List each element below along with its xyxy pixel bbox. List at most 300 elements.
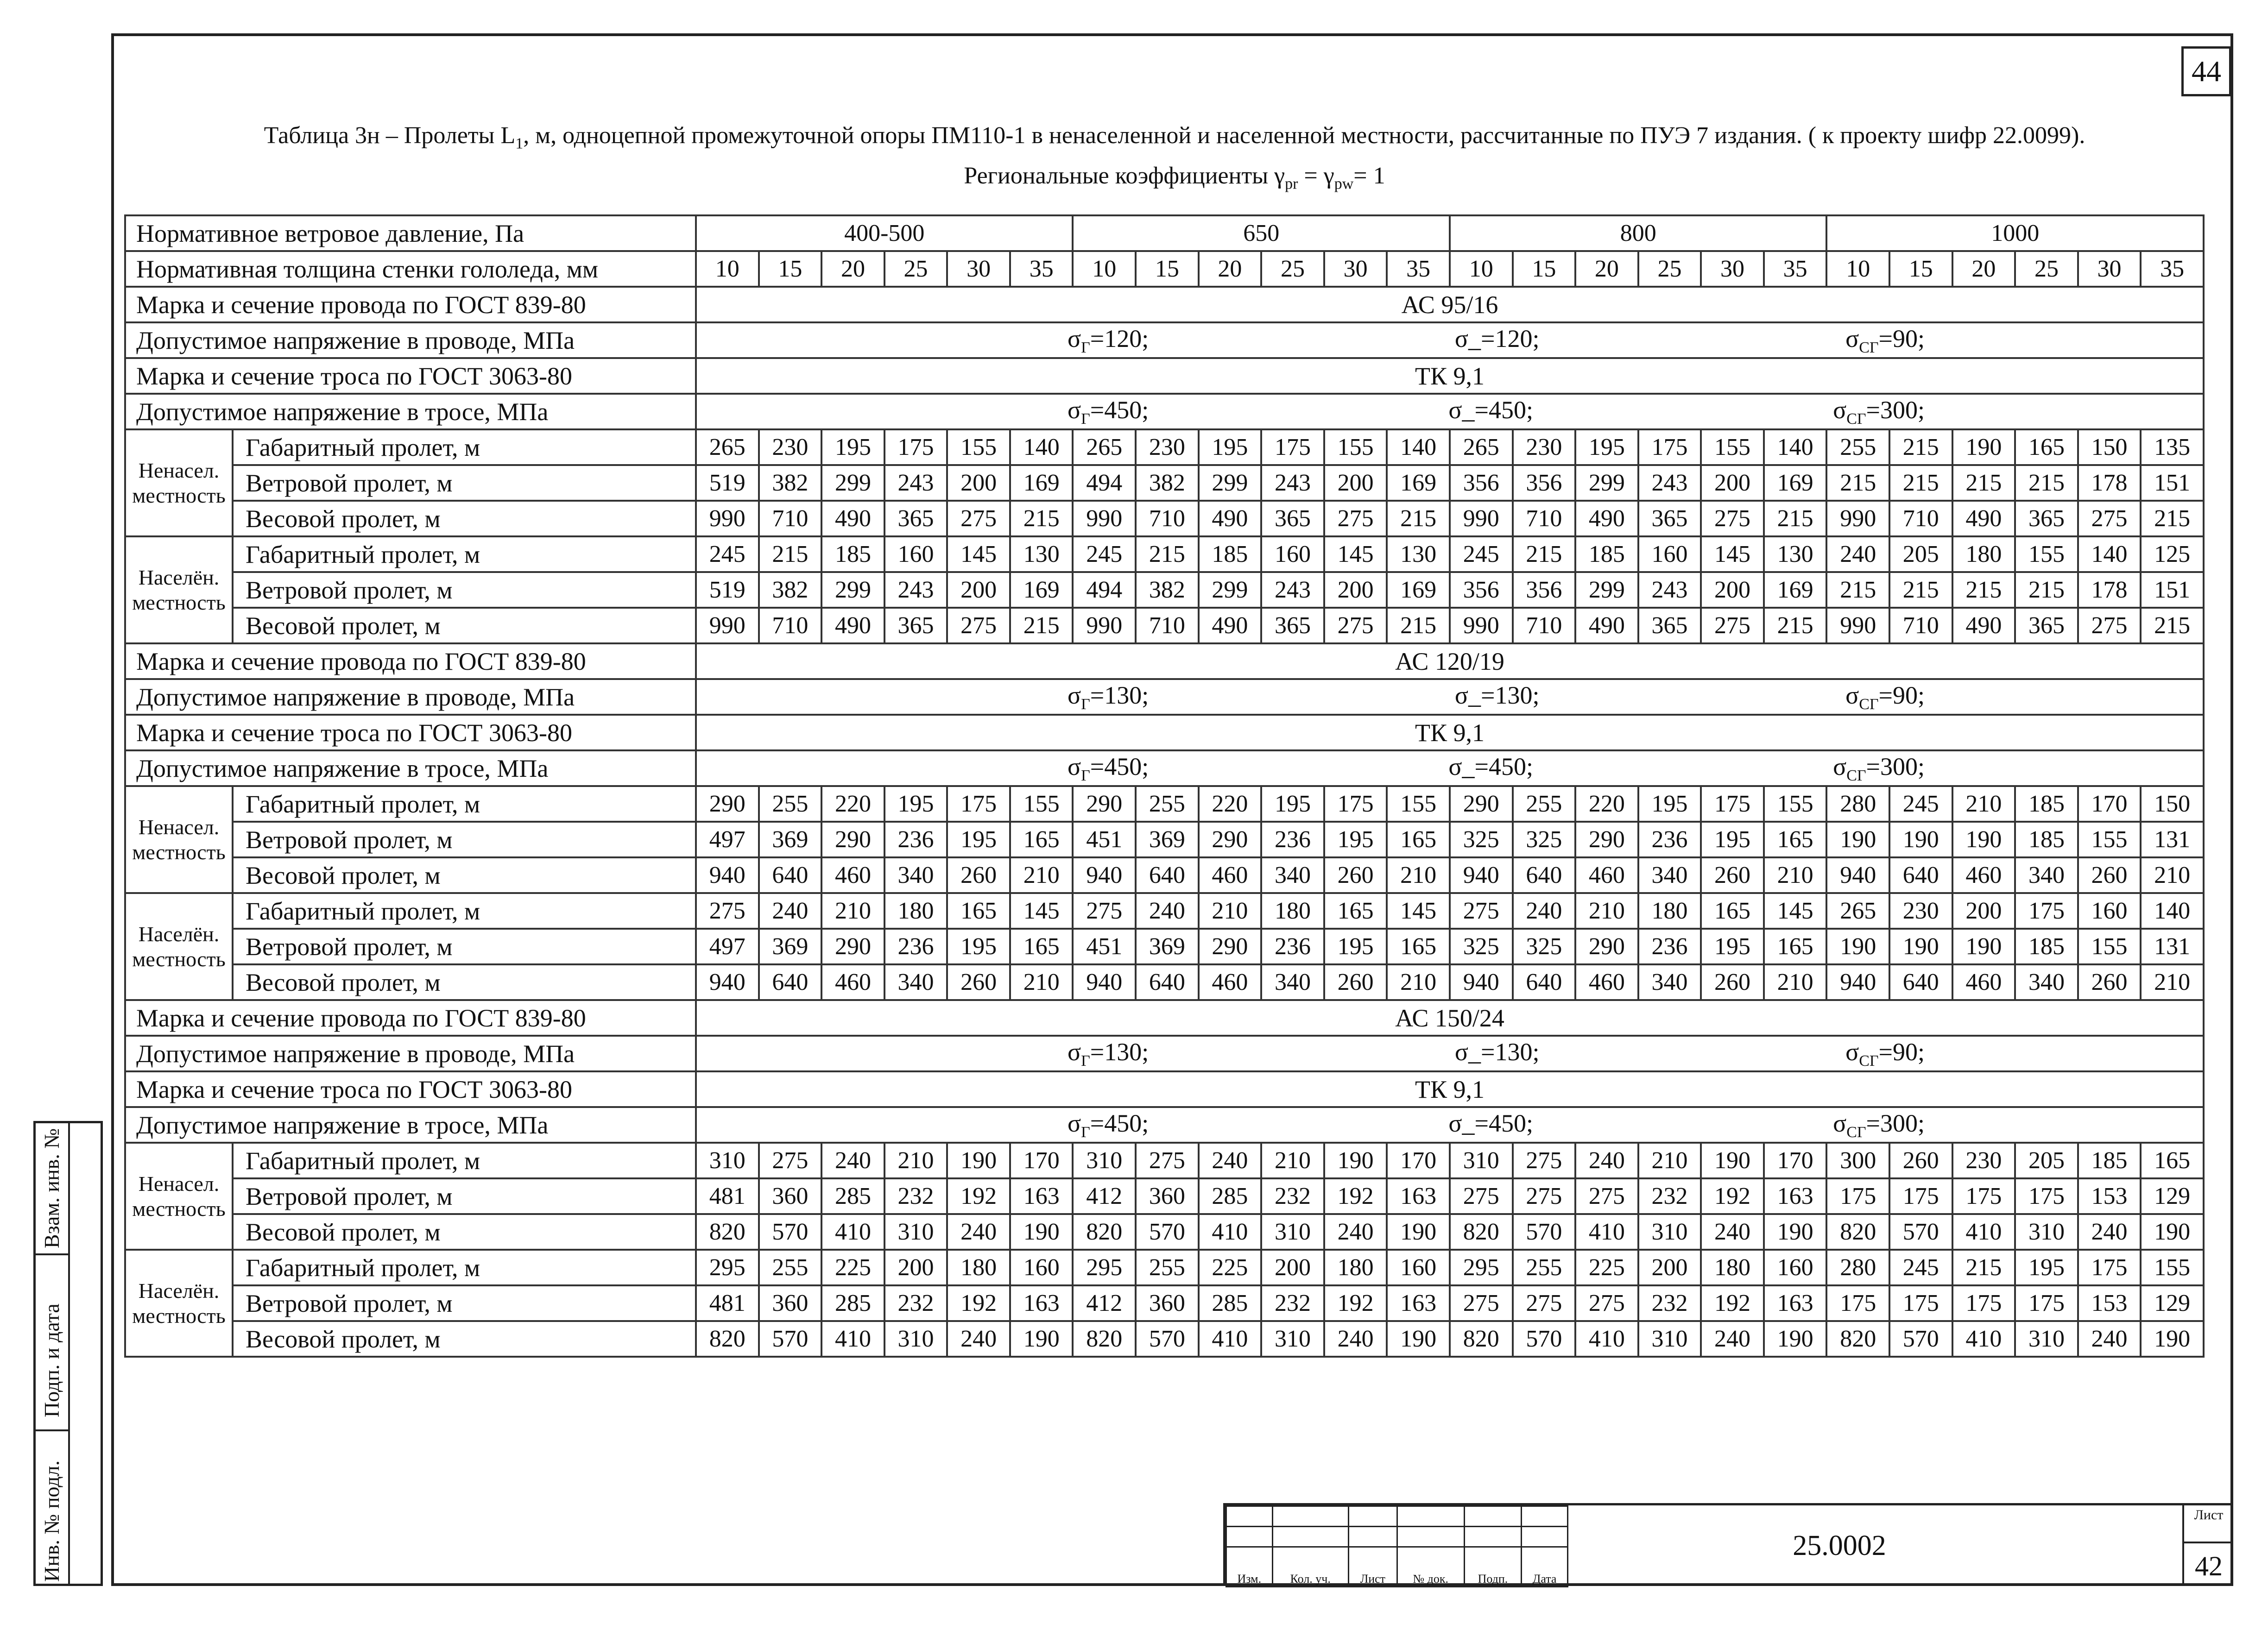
sheet-label: Лист bbox=[2194, 1507, 2224, 1523]
span-value: 451 bbox=[1073, 822, 1136, 857]
span-value: 497 bbox=[696, 929, 759, 964]
span-row bbox=[125, 1321, 2204, 1357]
stress-subscript: Г bbox=[1081, 410, 1090, 428]
span-value: 275 bbox=[947, 501, 1010, 536]
span-value: 175 bbox=[1889, 1285, 1952, 1321]
ice-thickness-value: 20 bbox=[1199, 251, 1262, 287]
wire-stress-label: Допустимое напряжение в проводе, МПа bbox=[125, 322, 696, 358]
span-value: 260 bbox=[1324, 857, 1387, 893]
stress-value: σ_=450; bbox=[1448, 396, 1533, 424]
span-value: 225 bbox=[1575, 1250, 1638, 1285]
wind-pressure-value: 650 bbox=[1073, 215, 1449, 251]
span-value: 365 bbox=[2015, 608, 2078, 643]
span-value: 140 bbox=[1010, 429, 1073, 465]
span-value: 275 bbox=[1513, 1178, 1576, 1214]
span-value: 210 bbox=[884, 1143, 948, 1178]
span-value: 940 bbox=[1826, 964, 1889, 1000]
rope-stress-line bbox=[697, 396, 2203, 428]
span-value: 356 bbox=[1513, 465, 1576, 501]
span-type-label: Габаритный пролет, м bbox=[233, 429, 696, 465]
span-value: 310 bbox=[1261, 1321, 1324, 1357]
span-value: 340 bbox=[1638, 857, 1701, 893]
span-value: 255 bbox=[1513, 786, 1576, 822]
span-value: 285 bbox=[821, 1285, 884, 1321]
span-row bbox=[125, 786, 2204, 822]
span-value: 155 bbox=[1701, 429, 1764, 465]
span-value: 185 bbox=[1575, 536, 1638, 572]
span-row bbox=[125, 501, 2204, 536]
span-value: 290 bbox=[1199, 822, 1262, 857]
span-row bbox=[125, 429, 2204, 465]
span-value: 240 bbox=[2078, 1321, 2141, 1357]
span-value: 820 bbox=[1073, 1321, 1136, 1357]
span-value: 310 bbox=[884, 1321, 948, 1357]
span-value: 990 bbox=[1826, 608, 1889, 643]
span-value: 232 bbox=[884, 1285, 948, 1321]
span-value: 163 bbox=[1764, 1285, 1827, 1321]
span-value: 155 bbox=[1764, 786, 1827, 822]
span-value: 169 bbox=[1010, 465, 1073, 501]
span-value: 190 bbox=[1889, 929, 1952, 964]
span-value: 310 bbox=[2015, 1214, 2078, 1250]
span-value: 490 bbox=[1952, 501, 2015, 536]
span-value: 192 bbox=[947, 1285, 1010, 1321]
wind-pressure-value: 1000 bbox=[1826, 215, 2204, 251]
span-value: 240 bbox=[1826, 536, 1889, 572]
span-row bbox=[125, 1250, 2204, 1285]
wire-brand-label: Марка и сечение провода по ГОСТ 839-80 bbox=[125, 643, 696, 679]
span-value: 210 bbox=[1764, 857, 1827, 893]
span-value: 285 bbox=[821, 1178, 884, 1214]
rope-brand-label: Марка и сечение троса по ГОСТ 3063-80 bbox=[125, 715, 696, 750]
span-value: 255 bbox=[759, 786, 822, 822]
span-value: 175 bbox=[1826, 1285, 1889, 1321]
span-value: 295 bbox=[1073, 1250, 1136, 1285]
span-value: 210 bbox=[821, 893, 884, 929]
span-value: 151 bbox=[2141, 572, 2204, 608]
span-value: 710 bbox=[1513, 608, 1576, 643]
stress-subscript: Г bbox=[1081, 767, 1090, 784]
span-value: 145 bbox=[1701, 536, 1764, 572]
stress-value: σ_=130; bbox=[1454, 681, 1540, 709]
span-value: 236 bbox=[1261, 929, 1324, 964]
span-value: 195 bbox=[947, 822, 1010, 857]
span-value: 240 bbox=[2078, 1214, 2141, 1250]
span-value: 195 bbox=[821, 429, 884, 465]
span-value: 190 bbox=[1826, 929, 1889, 964]
span-type-label: Габаритный пролет, м bbox=[233, 893, 696, 929]
span-value: 365 bbox=[1261, 608, 1324, 643]
span-value: 820 bbox=[1826, 1321, 1889, 1357]
span-row bbox=[125, 1178, 2204, 1214]
span-value: 236 bbox=[884, 822, 948, 857]
span-value: 155 bbox=[1387, 786, 1450, 822]
span-value: 215 bbox=[1889, 572, 1952, 608]
span-value: 160 bbox=[1261, 536, 1324, 572]
span-value: 490 bbox=[821, 608, 884, 643]
span-value: 165 bbox=[947, 893, 1010, 929]
stress-subscript: Г bbox=[1081, 695, 1090, 713]
span-value: 240 bbox=[821, 1143, 884, 1178]
table-caption bbox=[116, 120, 2233, 201]
span-value: 365 bbox=[884, 608, 948, 643]
span-value: 153 bbox=[2078, 1285, 2141, 1321]
span-value: 163 bbox=[1387, 1285, 1450, 1321]
wire-stress-line bbox=[697, 1038, 2203, 1070]
span-value: 365 bbox=[1638, 608, 1701, 643]
span-value: 490 bbox=[1199, 608, 1262, 643]
terrain-group-label: Населён. местность bbox=[125, 1250, 233, 1357]
span-value: 410 bbox=[1952, 1214, 2015, 1250]
span-value: 940 bbox=[1073, 857, 1136, 893]
span-value: 300 bbox=[1826, 1143, 1889, 1178]
ice-thickness-value: 30 bbox=[2078, 251, 2141, 287]
ice-thickness-value: 25 bbox=[1261, 251, 1324, 287]
span-value: 236 bbox=[1638, 822, 1701, 857]
span-value: 325 bbox=[1450, 929, 1513, 964]
span-value: 260 bbox=[1324, 964, 1387, 1000]
span-value: 290 bbox=[1450, 786, 1513, 822]
span-value: 365 bbox=[884, 501, 948, 536]
span-value: 990 bbox=[696, 608, 759, 643]
span-value: 160 bbox=[1764, 1250, 1827, 1285]
span-value: 230 bbox=[759, 429, 822, 465]
span-value: 299 bbox=[821, 465, 884, 501]
span-value: 275 bbox=[759, 1143, 822, 1178]
span-value: 940 bbox=[1450, 964, 1513, 1000]
span-value: 640 bbox=[1513, 857, 1576, 893]
ice-thickness-value: 30 bbox=[1701, 251, 1764, 287]
span-value: 299 bbox=[1575, 572, 1638, 608]
span-value: 275 bbox=[1450, 893, 1513, 929]
span-value: 165 bbox=[1387, 929, 1450, 964]
rope-stress-line bbox=[697, 1109, 2203, 1141]
caption-text: Таблица 3н – Пролеты L bbox=[264, 122, 516, 149]
span-value: 210 bbox=[1387, 964, 1450, 1000]
span-value: 570 bbox=[1889, 1214, 1952, 1250]
span-value: 165 bbox=[1010, 822, 1073, 857]
span-value: 410 bbox=[1199, 1214, 1262, 1250]
span-value: 175 bbox=[884, 429, 948, 465]
span-row bbox=[125, 572, 2204, 608]
span-value: 265 bbox=[696, 429, 759, 465]
span-value: 410 bbox=[821, 1214, 884, 1250]
wire-stress-row bbox=[125, 679, 2204, 715]
span-row bbox=[125, 1143, 2204, 1178]
stress-subscript: СГ bbox=[1846, 410, 1866, 428]
span-value: 275 bbox=[1513, 1285, 1576, 1321]
span-value: 200 bbox=[884, 1250, 948, 1285]
span-value: 163 bbox=[1010, 1178, 1073, 1214]
stress-subscript: СГ bbox=[1859, 1052, 1879, 1070]
span-value: 382 bbox=[1136, 572, 1199, 608]
span-value: 215 bbox=[2015, 572, 2078, 608]
ice-thickness-value: 10 bbox=[696, 251, 759, 287]
span-value: 265 bbox=[1450, 429, 1513, 465]
span-value: 299 bbox=[821, 572, 884, 608]
span-value: 710 bbox=[1136, 501, 1199, 536]
span-value: 820 bbox=[1826, 1214, 1889, 1250]
span-value: 240 bbox=[1199, 1143, 1262, 1178]
span-value: 200 bbox=[1952, 893, 2015, 929]
rope-stress-line bbox=[697, 752, 2203, 785]
span-value: 129 bbox=[2141, 1285, 2204, 1321]
span-value: 494 bbox=[1073, 465, 1136, 501]
span-value: 192 bbox=[1701, 1178, 1764, 1214]
span-value: 640 bbox=[759, 964, 822, 1000]
stamp-label-signature: Подп. и дата bbox=[40, 1303, 63, 1417]
stress-value: σ_=120; bbox=[1454, 324, 1540, 352]
span-value: 460 bbox=[1952, 964, 2015, 1000]
span-value: 195 bbox=[1261, 786, 1324, 822]
stress-value: σ_=450; bbox=[1448, 1109, 1533, 1137]
span-type-label: Габаритный пролет, м bbox=[233, 1250, 696, 1285]
span-value: 245 bbox=[1889, 786, 1952, 822]
span-value: 255 bbox=[1513, 1250, 1576, 1285]
span-value: 260 bbox=[1889, 1143, 1952, 1178]
span-value: 140 bbox=[2141, 893, 2204, 929]
ice-thickness-value: 15 bbox=[1889, 251, 1952, 287]
stress-subscript: СГ bbox=[1859, 695, 1879, 713]
span-value: 410 bbox=[1575, 1214, 1638, 1250]
span-value: 570 bbox=[1136, 1321, 1199, 1357]
span-value: 275 bbox=[1575, 1178, 1638, 1214]
span-value: 360 bbox=[1136, 1178, 1199, 1214]
span-value: 451 bbox=[1073, 929, 1136, 964]
span-value: 410 bbox=[1575, 1321, 1638, 1357]
span-value: 640 bbox=[1889, 857, 1952, 893]
span-value: 190 bbox=[1387, 1214, 1450, 1250]
span-value: 820 bbox=[696, 1321, 759, 1357]
span-value: 240 bbox=[1575, 1143, 1638, 1178]
span-value: 195 bbox=[884, 786, 948, 822]
span-value: 310 bbox=[1638, 1214, 1701, 1250]
span-value: 990 bbox=[1826, 501, 1889, 536]
rope-brand-label: Марка и сечение троса по ГОСТ 3063-80 bbox=[125, 358, 696, 394]
span-value: 310 bbox=[2015, 1321, 2078, 1357]
span-value: 275 bbox=[1450, 1178, 1513, 1214]
span-value: 165 bbox=[1764, 822, 1827, 857]
caption-coef-rest: = 1 bbox=[1353, 163, 1385, 189]
span-value: 160 bbox=[2078, 893, 2141, 929]
rope-stress-label: Допустимое напряжение в тросе, МПа bbox=[125, 750, 696, 786]
rope-brand-value: ТК 9,1 bbox=[696, 358, 2204, 394]
span-value: 175 bbox=[1952, 1178, 2015, 1214]
span-value: 382 bbox=[1136, 465, 1199, 501]
span-value: 145 bbox=[1324, 536, 1387, 572]
span-value: 145 bbox=[1764, 893, 1827, 929]
title-block bbox=[1223, 1503, 2233, 1586]
span-value: 155 bbox=[947, 429, 1010, 465]
span-value: 340 bbox=[1638, 964, 1701, 1000]
span-value: 240 bbox=[1701, 1321, 1764, 1357]
span-value: 299 bbox=[1575, 465, 1638, 501]
span-value: 175 bbox=[947, 786, 1010, 822]
span-value: 215 bbox=[1764, 608, 1827, 643]
span-value: 290 bbox=[696, 786, 759, 822]
span-type-label: Габаритный пролет, м bbox=[233, 1143, 696, 1178]
span-value: 940 bbox=[1073, 964, 1136, 1000]
span-value: 275 bbox=[1324, 608, 1387, 643]
span-value: 175 bbox=[1261, 429, 1324, 465]
span-value: 820 bbox=[696, 1214, 759, 1250]
rope-brand-row bbox=[125, 358, 2204, 394]
stress-value: $\sigma_Г=130$; bbox=[1068, 1038, 1149, 1070]
span-type-label: Ветровой пролет, м bbox=[233, 465, 696, 501]
span-value: 260 bbox=[947, 964, 1010, 1000]
span-value: 369 bbox=[1136, 929, 1199, 964]
span-value: 243 bbox=[1261, 572, 1324, 608]
span-value: 232 bbox=[884, 1178, 948, 1214]
page-number-top: 44 bbox=[2181, 46, 2231, 96]
span-value: 240 bbox=[1324, 1214, 1387, 1250]
span-value: 210 bbox=[1199, 893, 1262, 929]
span-value: 195 bbox=[1324, 929, 1387, 964]
span-value: 275 bbox=[1701, 608, 1764, 643]
rope-stress-label: Допустимое напряжение в тросе, МПа bbox=[125, 1107, 696, 1143]
span-value: 169 bbox=[1764, 465, 1827, 501]
span-value: 160 bbox=[1387, 1250, 1450, 1285]
span-value: 275 bbox=[2078, 608, 2141, 643]
span-value: 210 bbox=[1387, 857, 1450, 893]
span-value: 215 bbox=[1387, 501, 1450, 536]
span-value: 190 bbox=[1324, 1143, 1387, 1178]
span-value: 570 bbox=[759, 1214, 822, 1250]
span-value: 260 bbox=[1701, 857, 1764, 893]
span-value: 140 bbox=[1387, 429, 1450, 465]
span-type-label: Весовой пролет, м bbox=[233, 964, 696, 1000]
span-value: 365 bbox=[1261, 501, 1324, 536]
wire-brand-value: АС 120/19 bbox=[696, 643, 2204, 679]
span-row bbox=[125, 536, 2204, 572]
span-value: 820 bbox=[1450, 1321, 1513, 1357]
span-value: 275 bbox=[947, 608, 1010, 643]
span-value: 260 bbox=[2078, 857, 2141, 893]
span-value: 236 bbox=[1638, 929, 1701, 964]
span-value: 481 bbox=[696, 1178, 759, 1214]
wire-stress-line bbox=[697, 324, 2203, 357]
span-value: 190 bbox=[1387, 1321, 1450, 1357]
stress-value: $\sigma_Г=450$; bbox=[1068, 752, 1149, 784]
span-value: 175 bbox=[1701, 786, 1764, 822]
span-value: 236 bbox=[884, 929, 948, 964]
ice-thickness-value: 35 bbox=[1387, 251, 1450, 287]
ice-thickness-value: 35 bbox=[1010, 251, 1073, 287]
span-value: 130 bbox=[1387, 536, 1450, 572]
stress-value: $\sigma_{СГ}=90$; bbox=[1845, 681, 1925, 713]
caption-coef-sub1: pr bbox=[1285, 175, 1298, 193]
span-value: 190 bbox=[1764, 1214, 1827, 1250]
span-value: 275 bbox=[1701, 501, 1764, 536]
span-value: 180 bbox=[947, 1250, 1010, 1285]
span-value: 310 bbox=[884, 1214, 948, 1250]
ice-thickness-value: 30 bbox=[1324, 251, 1387, 287]
span-value: 220 bbox=[821, 786, 884, 822]
span-value: 175 bbox=[2015, 893, 2078, 929]
span-value: 255 bbox=[759, 1250, 822, 1285]
span-value: 175 bbox=[2078, 1250, 2141, 1285]
caption-text-rest: , м, одноцепной промежуточной опоры ПМ110-1 в ненаселенной и населенной местности, рассчитанные по ПУЭ 7 издания. ( к проекту шифр 22.0099). bbox=[523, 122, 2085, 149]
stress-subscript: Г bbox=[1081, 1123, 1090, 1141]
span-value: 275 bbox=[2078, 501, 2141, 536]
span-value: 710 bbox=[1889, 501, 1952, 536]
span-value: 192 bbox=[1701, 1285, 1764, 1321]
span-value: 169 bbox=[1764, 572, 1827, 608]
stress-value: $\sigma_Г=120$; bbox=[1068, 324, 1149, 356]
span-value: 130 bbox=[1010, 536, 1073, 572]
span-value: 215 bbox=[1764, 501, 1827, 536]
span-value: 290 bbox=[821, 929, 884, 964]
span-value: 940 bbox=[1450, 857, 1513, 893]
span-value: 145 bbox=[1010, 893, 1073, 929]
span-value: 275 bbox=[1073, 893, 1136, 929]
sheet-number: 42 bbox=[2184, 1542, 2233, 1589]
span-value: 230 bbox=[1952, 1143, 2015, 1178]
span-value: 990 bbox=[1450, 501, 1513, 536]
wire-stress-line bbox=[697, 681, 2203, 713]
span-value: 195 bbox=[1324, 822, 1387, 857]
revision-col-label: Дата bbox=[1522, 1547, 1568, 1587]
span-value: 260 bbox=[2078, 964, 2141, 1000]
wire-brand-label: Марка и сечение провода по ГОСТ 839-80 bbox=[125, 287, 696, 322]
wind-pressure-value: 800 bbox=[1450, 215, 1826, 251]
span-value: 180 bbox=[1701, 1250, 1764, 1285]
span-value: 820 bbox=[1450, 1214, 1513, 1250]
stress-subscript: Г bbox=[1081, 1052, 1090, 1070]
span-value: 340 bbox=[2015, 964, 2078, 1000]
span-value: 412 bbox=[1073, 1178, 1136, 1214]
span-type-label: Весовой пролет, м bbox=[233, 501, 696, 536]
wind-pressure-value: 400-500 bbox=[696, 215, 1073, 251]
span-value: 215 bbox=[1136, 536, 1199, 572]
span-value: 243 bbox=[1638, 572, 1701, 608]
span-value: 215 bbox=[1826, 572, 1889, 608]
span-value: 255 bbox=[1136, 1250, 1199, 1285]
span-value: 215 bbox=[2141, 608, 2204, 643]
span-value: 490 bbox=[1199, 501, 1262, 536]
rope-brand-value: ТК 9,1 bbox=[696, 1071, 2204, 1107]
span-value: 210 bbox=[2141, 857, 2204, 893]
span-value: 310 bbox=[1638, 1321, 1701, 1357]
stamp-label-inventory: Инв. № подл. bbox=[40, 1460, 63, 1582]
span-value: 710 bbox=[759, 501, 822, 536]
span-value: 356 bbox=[1450, 465, 1513, 501]
span-value: 180 bbox=[884, 893, 948, 929]
span-value: 169 bbox=[1010, 572, 1073, 608]
span-value: 215 bbox=[2141, 501, 2204, 536]
span-value: 192 bbox=[947, 1178, 1010, 1214]
span-value: 165 bbox=[1701, 893, 1764, 929]
span-value: 340 bbox=[1261, 964, 1324, 1000]
span-type-label: Ветровой пролет, м bbox=[233, 1285, 696, 1321]
span-value: 325 bbox=[1513, 822, 1576, 857]
span-value: 200 bbox=[947, 465, 1010, 501]
span-value: 360 bbox=[759, 1285, 822, 1321]
span-value: 990 bbox=[1073, 608, 1136, 643]
revision-col-label: Изм. bbox=[1226, 1547, 1273, 1587]
wire-brand-label: Марка и сечение провода по ГОСТ 839-80 bbox=[125, 1000, 696, 1036]
span-value: 170 bbox=[1010, 1143, 1073, 1178]
span-value: 290 bbox=[1575, 929, 1638, 964]
span-value: 200 bbox=[1324, 465, 1387, 501]
span-value: 165 bbox=[1324, 893, 1387, 929]
span-type-label: Ветровой пролет, м bbox=[233, 1178, 696, 1214]
span-value: 220 bbox=[1575, 786, 1638, 822]
wire-brand-value: АС 150/24 bbox=[696, 1000, 2204, 1036]
span-value: 460 bbox=[1575, 964, 1638, 1000]
stress-value: $\sigma_Г=450$; bbox=[1068, 396, 1149, 428]
span-value: 519 bbox=[696, 572, 759, 608]
